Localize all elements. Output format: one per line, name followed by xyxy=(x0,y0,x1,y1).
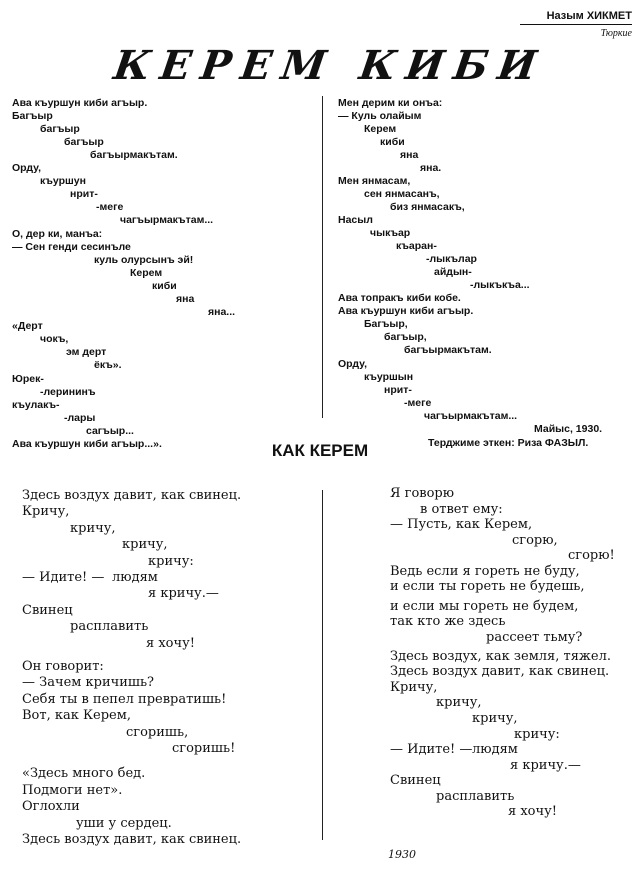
verse-line: сагъыр... xyxy=(86,425,134,437)
verse-line: Свинец xyxy=(390,773,441,789)
verse-line: Свинец xyxy=(22,602,73,618)
translator-credit: Терджиме эткен: Риза ФАЗЫЛ. xyxy=(428,437,589,449)
verse-line: и если ты гореть не будешь, xyxy=(390,579,585,595)
verse-line: айдын- xyxy=(434,266,472,278)
verse-line: сгорю! xyxy=(568,548,615,564)
verse-line: людям xyxy=(112,569,158,585)
verse-line: Керем xyxy=(130,267,163,279)
verse-line: Мен дерим ки онъа: xyxy=(338,97,443,109)
verse-line: багъырмакътам. xyxy=(404,344,492,356)
verse-line: къуршун xyxy=(40,175,86,187)
verse-line: — Зачем кричишь? xyxy=(22,675,155,691)
verse-line: в ответ ему: xyxy=(420,501,503,517)
verse-line: кричу, xyxy=(70,520,116,536)
verse-line: Багъыр xyxy=(12,110,53,122)
verse-line: багъыр xyxy=(40,123,80,135)
verse-line: -лыкъкъа... xyxy=(470,279,530,291)
verse-line: Подмоги нет». xyxy=(22,782,123,798)
verse-line: нрит- xyxy=(384,384,412,396)
verse-line: людям xyxy=(472,742,518,757)
verse-line: О, дер ки, манъа: xyxy=(12,228,103,240)
poem-date: 1930 xyxy=(388,848,416,861)
verse-line: -лары xyxy=(64,412,96,424)
verse-line: «Дерт xyxy=(12,320,43,332)
verse-line: — Сен генди сесинъле xyxy=(12,241,131,253)
verse-line: Кричу, xyxy=(390,679,438,695)
verse-line: и если мы гореть не будем, xyxy=(390,598,579,614)
verse-line: — Идите! — xyxy=(390,742,473,757)
verse-line: яна... xyxy=(208,306,236,318)
verse-line: багъыр, xyxy=(384,331,427,343)
verse-line: — Куль олайым xyxy=(338,110,422,122)
verse-line: багъыр xyxy=(64,136,104,148)
verse-line: къаран- xyxy=(396,240,437,252)
verse-line: -лыкълар xyxy=(426,253,477,265)
verse-line: Ведь если я гореть не буду, xyxy=(390,563,580,579)
verse-line: киби xyxy=(152,280,177,292)
verse-line: Я говорю xyxy=(390,486,455,501)
verse-line: куль олурсынъ эй! xyxy=(94,254,194,266)
verse-line: кричу, xyxy=(122,537,168,552)
verse-line: кричу, xyxy=(472,710,518,726)
verse-line: Мен янмасам, xyxy=(338,175,411,187)
date-place: Майыс, 1930. xyxy=(534,423,603,435)
verse-line: Ава топракъ киби кобе. xyxy=(338,292,461,304)
verse-line: ёкъ». xyxy=(94,359,122,371)
verse-line: чагъырмакътам... xyxy=(120,214,214,226)
verse-line: кричу: xyxy=(148,553,194,569)
verse-line: чагъырмакътам... xyxy=(424,410,518,422)
verse-line: яна xyxy=(176,293,195,305)
verse-line: Насыл xyxy=(338,214,373,226)
verse-line: Вот, как Керем, xyxy=(22,708,131,724)
verse-line: сен янмасанъ, xyxy=(364,188,440,200)
verse-line: Орду, xyxy=(338,358,368,370)
verse-line: чыкъар xyxy=(370,227,411,239)
verse-line: — Идите! — xyxy=(22,569,105,585)
verse-line: я кричу.— xyxy=(510,757,581,773)
verse-line: Багъыр, xyxy=(364,318,408,330)
verse-line: расплавить xyxy=(436,788,515,804)
author-name: Назым ХИКМЕТ xyxy=(520,10,632,25)
verse-line: я хочу! xyxy=(508,804,557,820)
verse-line: сгорю, xyxy=(512,532,558,548)
verse-line: сгоришь! xyxy=(172,741,236,757)
verse-line: рассеет тьму? xyxy=(486,629,583,645)
verse-line: Юрек- xyxy=(12,373,44,385)
verse-line: сгоришь, xyxy=(126,724,189,740)
verse-line: Здесь воздух давит, как свинец. xyxy=(22,832,242,847)
verse-line: Ава къуршун киби агъыр. xyxy=(338,305,474,317)
verse-line: яна xyxy=(400,149,419,161)
verse-line: къулакъ- xyxy=(12,399,60,411)
verse-line: яна. xyxy=(420,162,442,174)
verse-line: Ава къуршун киби агъыр. xyxy=(12,97,148,109)
column-divider-bottom xyxy=(322,490,323,840)
verse-line: Здесь воздух давит, как свинец. xyxy=(22,487,242,503)
column-divider-top xyxy=(322,96,323,418)
verse-line: Оглохли xyxy=(22,799,80,815)
verse-line: я кричу.— xyxy=(148,586,219,602)
verse-line: уши у сердец. xyxy=(76,815,172,831)
verse-line: эм дерт xyxy=(66,346,107,358)
verse-line: кричу, xyxy=(436,695,482,711)
verse-line: кричу: xyxy=(514,726,560,742)
verse-line: чокъ, xyxy=(40,333,69,345)
verse-line: я хочу! xyxy=(146,635,195,651)
verse-line: Здесь воздух давит, как свинец. xyxy=(390,664,610,680)
verse-line: расплавить xyxy=(70,619,149,635)
poem-title-russian: КАК КЕРЕМ xyxy=(271,441,369,460)
poem-title-tatar: КЕРЕМ КИБИ xyxy=(110,42,550,89)
verse-line: -лерининъ xyxy=(40,386,96,398)
verse-line: Орду, xyxy=(12,162,42,174)
verse-line: Себя ты в пепел превратишь! xyxy=(22,691,227,707)
verse-line: -меге xyxy=(404,397,432,409)
verse-line: нрит- xyxy=(70,188,98,200)
verse-line: Ава къуршун киби агъыр...». xyxy=(12,438,162,450)
verse-line: Здесь воздух, как земля, тяжел. xyxy=(390,648,611,664)
verse-line: «Здесь много бед. xyxy=(22,766,146,782)
verse-line: так кто же здесь xyxy=(390,614,506,629)
verse-line: — Пусть, как Керем, xyxy=(390,517,533,533)
verse-line: киби xyxy=(380,136,405,148)
verse-line: Кричу, xyxy=(22,504,70,520)
verse-line: багъырмакътам. xyxy=(90,149,178,161)
verse-line: биз янмасакъ, xyxy=(390,201,465,213)
verse-line: Керем xyxy=(364,123,397,135)
verse-line: Он говорит: xyxy=(22,659,104,674)
language-label: Тюркие xyxy=(600,28,632,39)
verse-line: къуршын xyxy=(364,371,414,383)
verse-line: -меге xyxy=(96,201,124,213)
